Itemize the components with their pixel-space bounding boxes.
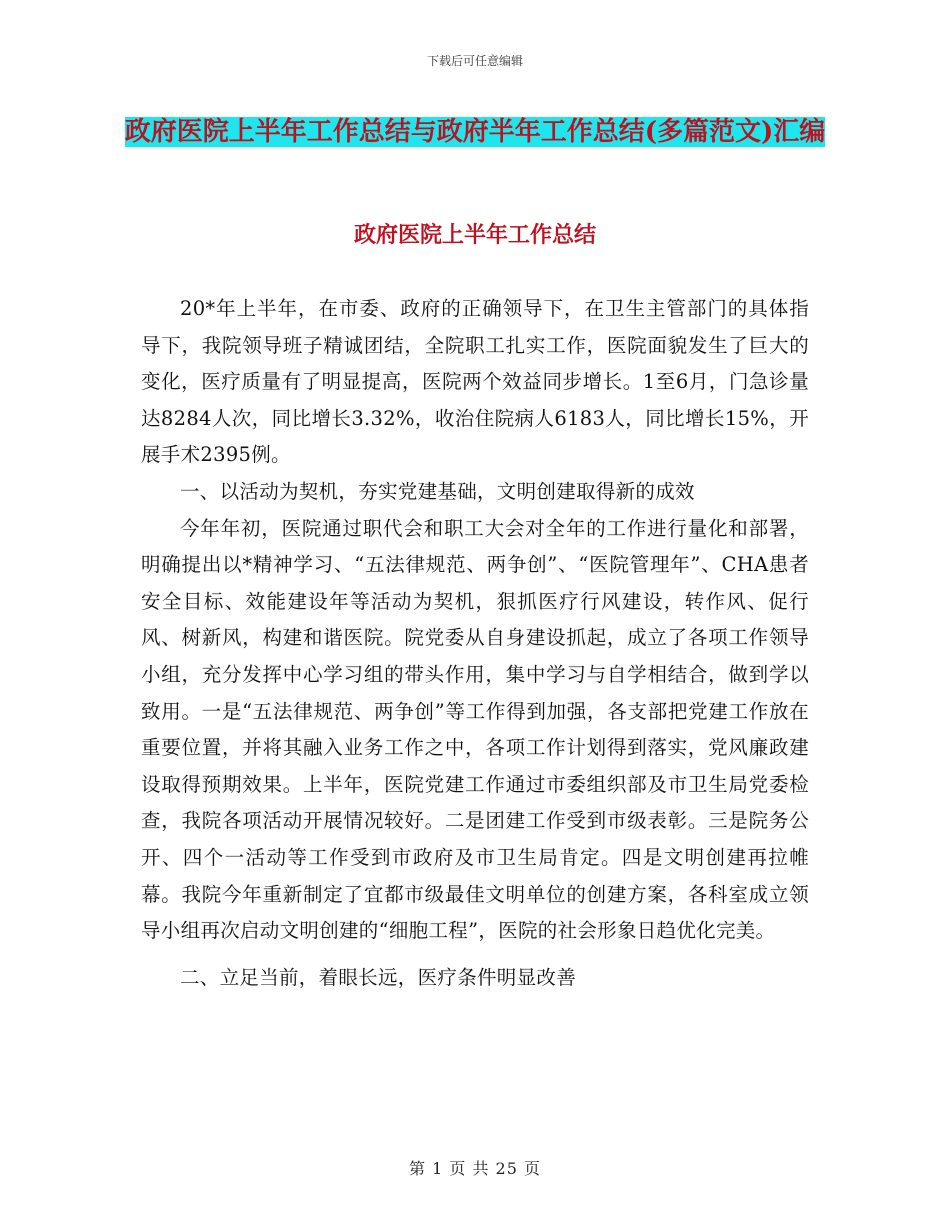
heading-section-2: 二、立足当前，着眼长远，医疗条件明显改善 [180, 965, 577, 989]
paragraph-intro: 20*年上半年，在市委、政府的正确领导下，在卫生主管部门的具体指导下，我院领导班子精诚团结，全院职工扎实工作，医院面貌发生了巨大的变化，医疗质量有了明显提高，医院两个效益同步增长。1至6月，门急诊量达8284人次，同比增长3.32%，收治住院病人6183人，同比增长15%，开展手术2395例。 [141, 297, 809, 467]
header-note: 下载后可任意编辑 [426, 54, 523, 68]
document-title [100, 108, 850, 156]
document-title-text: 政府医院上半年工作总结与政府半年工作总结(多篇范文)汇编 [124, 117, 826, 147]
page-footer: 第 1 页 共 25 页 [409, 1159, 541, 1178]
paragraph-section-1: 今年年初，医院通过职代会和职工大会对全年的工作进行量化和部署，明确提出以*精神学习、“五法律规范、两争创”、“医院管理年”、CHA患者安全目标、效能建设年等活动为契机，狠抓医疗行风建设，转作风、促行风、树新风，构建和谐医院。院党委从自身建设抓起，成立了各项工作领导小组，充分发挥中心学习组的带头作用，集中学习与自学相结合，做到学以致用。一是“五法律规范、两争创”等工作得到加强，各支部把党建工作放在重要位置，并将其融入业务工作之中，各项工作计划得到落实，党风廉政建设取得预期效果。上半年，医院党建工作通过市委组织部及市卫生局党委检查，我院各项活动开展情况较好。二是团建工作受到市级表彰。三是院务公开、四个一活动等工作受到市政府及市卫生局肯定。四是文明创建再拉帷幕。我院今年重新制定了宜都市级最佳文明单位的创建方案，各科室成立领导小组再次启动文明创建的“细胞工程”，医院的社会形象日趋优化完美。 [141, 516, 809, 943]
document-body [141, 291, 809, 996]
heading-section-1: 一、以活动为契机，夯实党建基础，文明创建取得新的成效 [180, 479, 695, 503]
section-title: 政府医院上半年工作总结 [353, 222, 596, 248]
